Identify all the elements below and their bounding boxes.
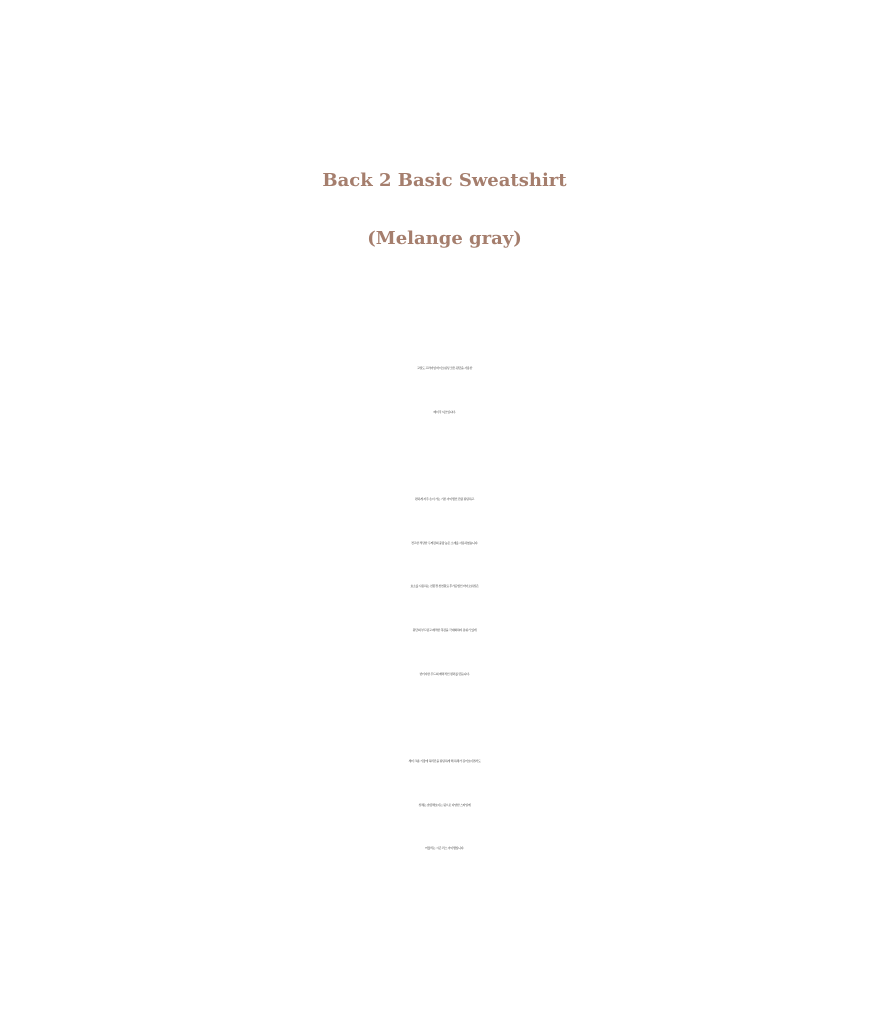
description-line: 편하게 자주 손이 가는 기본 아이템인 만큼 탄탄하고	[414, 497, 475, 501]
description-line: 어울리는 시즌 리스 아이템입니다.	[425, 846, 464, 851]
description-line: 고밀도 프리미엄 바이오워싱 코튼 원단을 사용한	[416, 366, 473, 370]
description-paragraph-fit	[0, 740, 889, 871]
description-line: 빈티지한 무드의 매력적인 컬러를 만듭니다.	[419, 671, 470, 676]
product-title	[0, 152, 889, 268]
description-paragraph-fabric	[0, 478, 889, 697]
description-line: 세미 크롭 기장에 허리단을 탄탄하게 해 하체가 길어보이면서도	[408, 759, 481, 763]
description-line: 견고한 적당한 두께감의 중량 높은 소재를 사용하였습니다.	[411, 540, 478, 545]
description-paragraph-material	[0, 347, 889, 434]
description-line: 효소를 사용하는 친환경 천연원료 후가공법인 바이오워싱은	[410, 584, 479, 589]
product-title-line: Back 2 Basic Sweatshirt	[322, 170, 567, 191]
description-line: 베이직 셔츠입니다.	[433, 409, 456, 414]
product-subtitle-line: (Melange gray)	[367, 228, 522, 249]
description-line: 원단의 부드럽고 쾌적한 촉감을 극대화하며 분위기 있게	[412, 628, 477, 633]
description-line: 상체는 슬림해보이는 핏으로 다양한 스타일에	[418, 802, 471, 807]
